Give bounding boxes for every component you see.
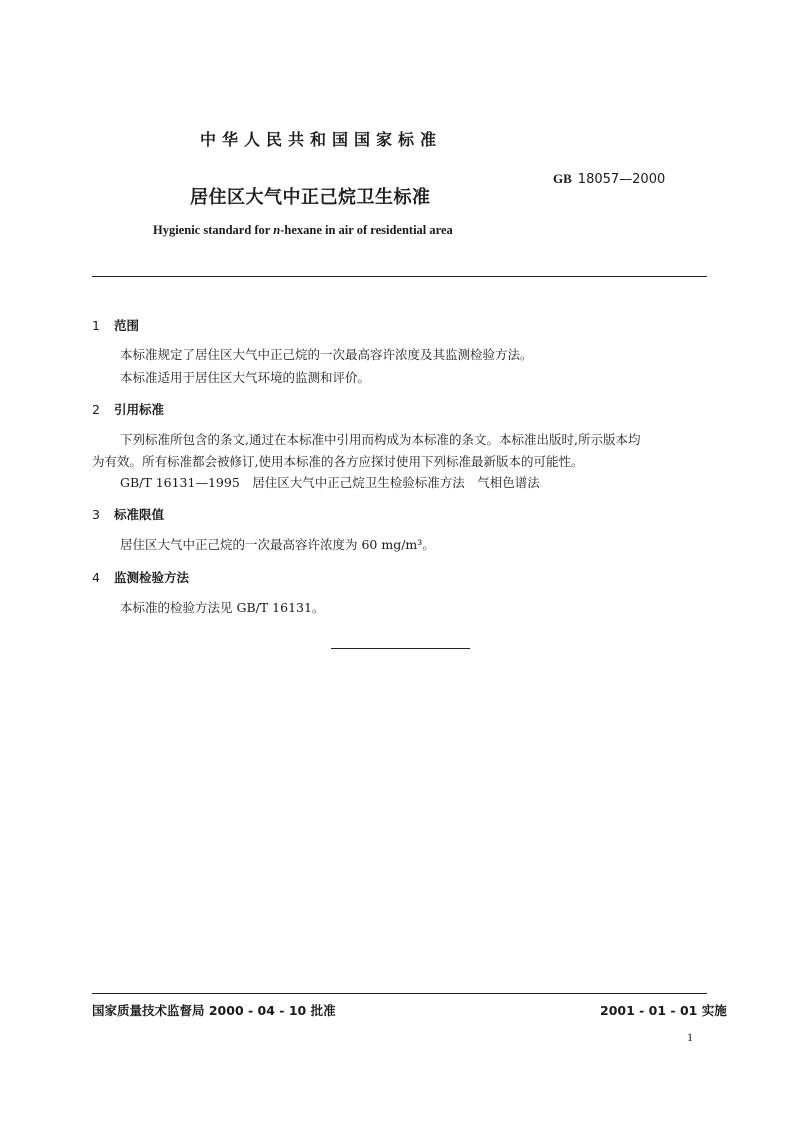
document-title-en xyxy=(153,223,453,238)
section-title: 引用标准 xyxy=(114,402,165,417)
section-heading-3 xyxy=(92,505,164,523)
section-number: 2 xyxy=(92,402,100,417)
section-number: 3 xyxy=(92,507,100,522)
document-title-cn: 居住区大气中正己烷卫生标准 xyxy=(190,187,431,208)
standard-code-number: 18057—2000 xyxy=(577,172,666,187)
section-number: 4 xyxy=(92,570,100,585)
section-title: 监测检验方法 xyxy=(114,570,190,585)
title-en-part-2: -hexane in air of residential area xyxy=(280,223,453,237)
implementation-date: 2001 - 01 - 01 实施 xyxy=(600,1003,727,1018)
referenced-standard: GB/T 16131—1995 居住区大气中正己烷卫生检验标准方法 气相色谱法 xyxy=(120,475,540,490)
section-number: 1 xyxy=(92,318,100,333)
national-standard-label: 中华人民共和国国家标准 xyxy=(200,130,443,149)
section-title: 标准限值 xyxy=(114,507,165,522)
section-heading-4 xyxy=(92,568,189,586)
paragraph-line: 本标准的检验方法见 GB/T 16131。 xyxy=(120,600,325,615)
paragraph-line: 下列标准所包含的条文,通过在本标准中引用而构成为本标准的条文。本标准出版时,所示版本均 xyxy=(120,432,641,447)
standard-code xyxy=(553,171,665,187)
footer-divider xyxy=(92,993,707,994)
section-heading-2 xyxy=(92,400,164,418)
paragraph-line: 居住区大气中正己烷的一次最高容许浓度为 60 mg/m³。 xyxy=(120,537,435,552)
title-en-part-1: Hygienic standard for xyxy=(153,223,274,237)
header-divider xyxy=(92,276,707,277)
section-heading-1 xyxy=(92,316,139,334)
paragraph-line: 本标准规定了居住区大气中正己烷的一次最高容许浓度及其监测检验方法。 xyxy=(120,347,533,362)
paragraph-line: 本标准适用于居住区大气环境的监测和评价。 xyxy=(120,370,371,385)
section-title: 范围 xyxy=(114,318,140,333)
approval-date: 国家质量技术监督局 2000 - 04 - 10 批准 xyxy=(92,1003,336,1018)
end-of-text-rule xyxy=(331,648,470,649)
page-number: 1 xyxy=(687,1030,693,1044)
paragraph-line: 为有效。所有标准都会被修订,使用本标准的各方应探讨使用下列标准最新版本的可能性。 xyxy=(92,454,584,469)
title-en-italic: n xyxy=(273,223,281,237)
standard-code-prefix: GB xyxy=(553,171,572,186)
